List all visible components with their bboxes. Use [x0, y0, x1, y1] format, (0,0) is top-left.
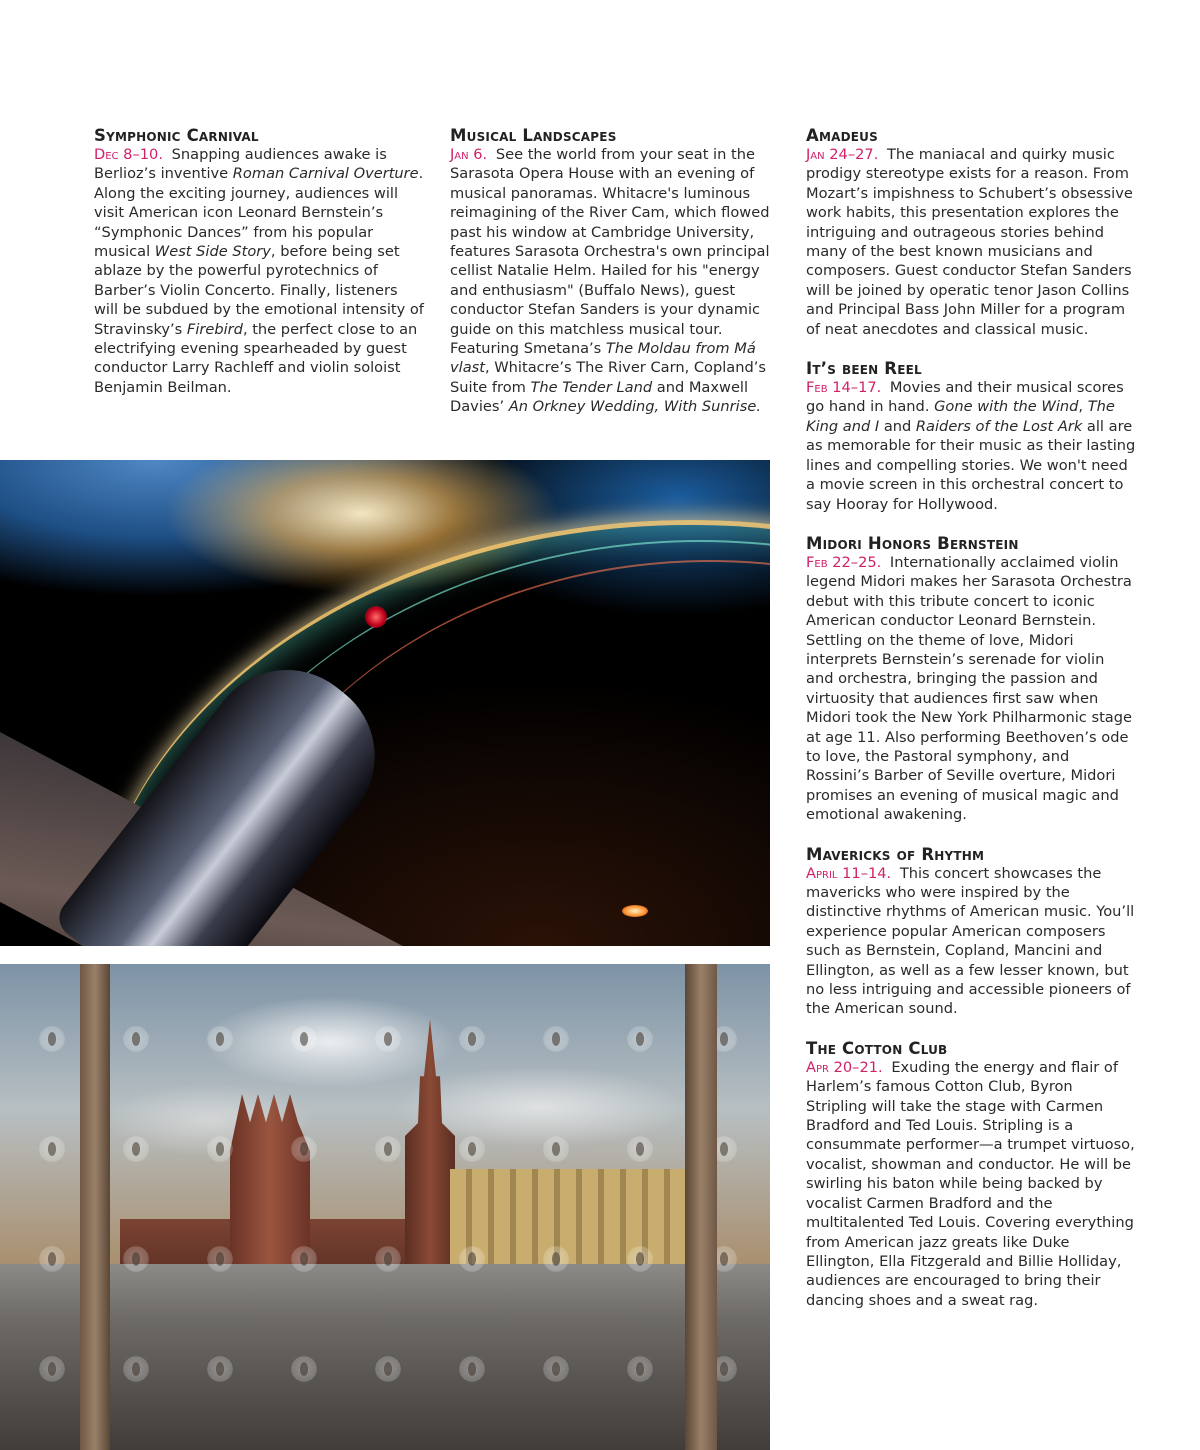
description-text: See the world from your seat in the Sarasota Opera House with an evening of musical panoramas. Whitacre's luminous reimagining of the River Cam, which flowed past his window at Cambridge University, features Sarasota Orchestra's own principal cellist Natalie Helm. Hailed for his "energy and enthusiasm" (Buffalo News), guest conductor Stefan Sanders is your dynamic guide on this matchless musical tour. Featuring Smetana’s — [450, 146, 770, 358]
event-description — [806, 145, 1136, 339]
event-title: The Cotton Club — [806, 1038, 948, 1058]
description-text: and — [879, 417, 916, 435]
description-text: , Whitacre’s The River Carn, Copland’s Suite from — [450, 359, 766, 396]
event — [806, 845, 1136, 1019]
event-title: Midori Honors Bernstein — [806, 533, 1019, 553]
event-date: Feb 22–25. — [806, 553, 882, 571]
event-date: April 11–14. — [806, 864, 892, 882]
event-title: Musical Landscapes — [450, 126, 617, 145]
event-description — [450, 145, 780, 417]
work-title-text: Raiders of the Lost Ark — [915, 417, 1083, 435]
event-title: It’s been Reel — [806, 359, 922, 379]
event-description — [806, 1058, 1136, 1310]
work-title-text: An Orkney Wedding, With Sunrise. — [508, 398, 761, 416]
event — [94, 126, 424, 397]
description-text: , — [1078, 398, 1088, 416]
event — [806, 1039, 1136, 1310]
event-date: Apr 20–21. — [806, 1058, 883, 1076]
work-title-text: Roman Carnival Overture — [232, 165, 419, 183]
event — [806, 534, 1136, 825]
description-text: The maniacal and quirky music prodigy stereotype exists for a reason. From Mozart’s impishness to Schubert’s obsessive work habits, this presentation explores the intriguing and outrageous stories behind many of the best known musicians and composers. Guest conductor Stefan Sanders will be joined by operatic tenor Jason Collins and Principal Bass John Miller for a program of neat anecdotes and classical music. — [806, 146, 1133, 338]
event — [450, 126, 780, 417]
description-text: , before being set ablaze by the powerful pyrotechnics of Barber’s Violin Concerto. Finally, listeners will be subdued by the emotional intensity of Stravinsky’s — [94, 243, 424, 338]
work-title-text: The Moldau from Má vlast — [450, 340, 756, 377]
description-text: Snapping audiences awake is Berlioz’s inventive — [94, 146, 387, 183]
event-date: Dec 8–10. — [94, 146, 163, 163]
event — [806, 126, 1136, 339]
event-title: Mavericks of Rhythm — [806, 844, 985, 864]
event-date: Jan 6. — [450, 146, 488, 163]
description-text: , the perfect close to an electrifying evening spearheaded by guest conductor Larry Rachleff and violin soloist Benjamin Beilman. — [94, 320, 418, 396]
work-title-text: The Tender Land — [530, 378, 653, 396]
event-description — [806, 864, 1136, 1019]
description-text: Exuding the energy and flair of Harlem’s famous Cotton Club, Byron Stripling will take the stage with Carmen Bradford and Ted Louis. Stripling is a consummate performer—a trumpet virtuoso, vocalist, showman and conductor. He will be swirling his baton while being backed by vocalist Carmen Bradford and the multitalented Ted Louis. Covering everything from American jazz greats like Duke Ellington, Ella Fitzgerald and Billie Holliday, audiences are encouraged to bring their dancing shoes and a sweat rag. — [806, 1058, 1135, 1309]
column-3 — [806, 126, 1136, 1330]
kremlin-window-pears-photo — [0, 964, 770, 1450]
work-title-text: Gone with the Wind — [934, 398, 1079, 416]
event — [806, 359, 1136, 514]
event-date: Feb 14–17. — [806, 379, 882, 397]
description-text: and Maxwell Davies’ — [450, 378, 749, 416]
work-title-text: Firebird — [186, 320, 243, 338]
column-2 — [450, 126, 780, 437]
event-title: Symphonic Carnival — [94, 126, 259, 145]
event-date: Jan 24–27. — [806, 146, 879, 163]
event-description — [94, 145, 424, 397]
column-1 — [94, 126, 424, 417]
work-title-text: West Side Story — [154, 243, 271, 261]
description-text: Internationally acclaimed violin legend Midori makes her Sarasota Orchestra debut with this tribute concert to iconic American conductor Leonard Bernstein. Settling on the theme of love, Midori interprets Bernstein’s serenade for violin and orchestra, bringing the passion and virtuosity that audiences first saw when Midori took the New York Philharmonic stage at age 11. Also performing Beethoven’s ode to love, the Pastoral symphony, and Rossini’s Barber of Seville overture, Midori promises an evening of musical magic and emotional awakening. — [806, 553, 1132, 824]
event-description — [806, 553, 1136, 825]
description-text: Movies and their musical scores go hand in hand. — [806, 379, 1124, 416]
description-text: all are as memorable for their music as their lasting lines and compelling stories. We won't need a movie screen in this orchestral concert to say Hooray for Hollywood. — [806, 417, 1136, 513]
event-description — [806, 378, 1136, 514]
airplane-light-trails-photo — [0, 460, 770, 946]
event-title: Amadeus — [806, 126, 878, 145]
work-title-text: The King and I — [806, 398, 1115, 435]
description-text: . Along the exciting journey, audiences will visit American icon Leonard Bernstein’s “Symphonic Dances” from his popular musical — [94, 165, 424, 261]
description-text: This concert showcases the mavericks who were inspired by the distinctive rhythms of American music. You’ll experience popular American composers such as Bernstein, Copland, Mancini and Ellington, as well as a few lesser known, but no less intriguing and accessible pioneers of the American sound. — [806, 864, 1135, 1018]
